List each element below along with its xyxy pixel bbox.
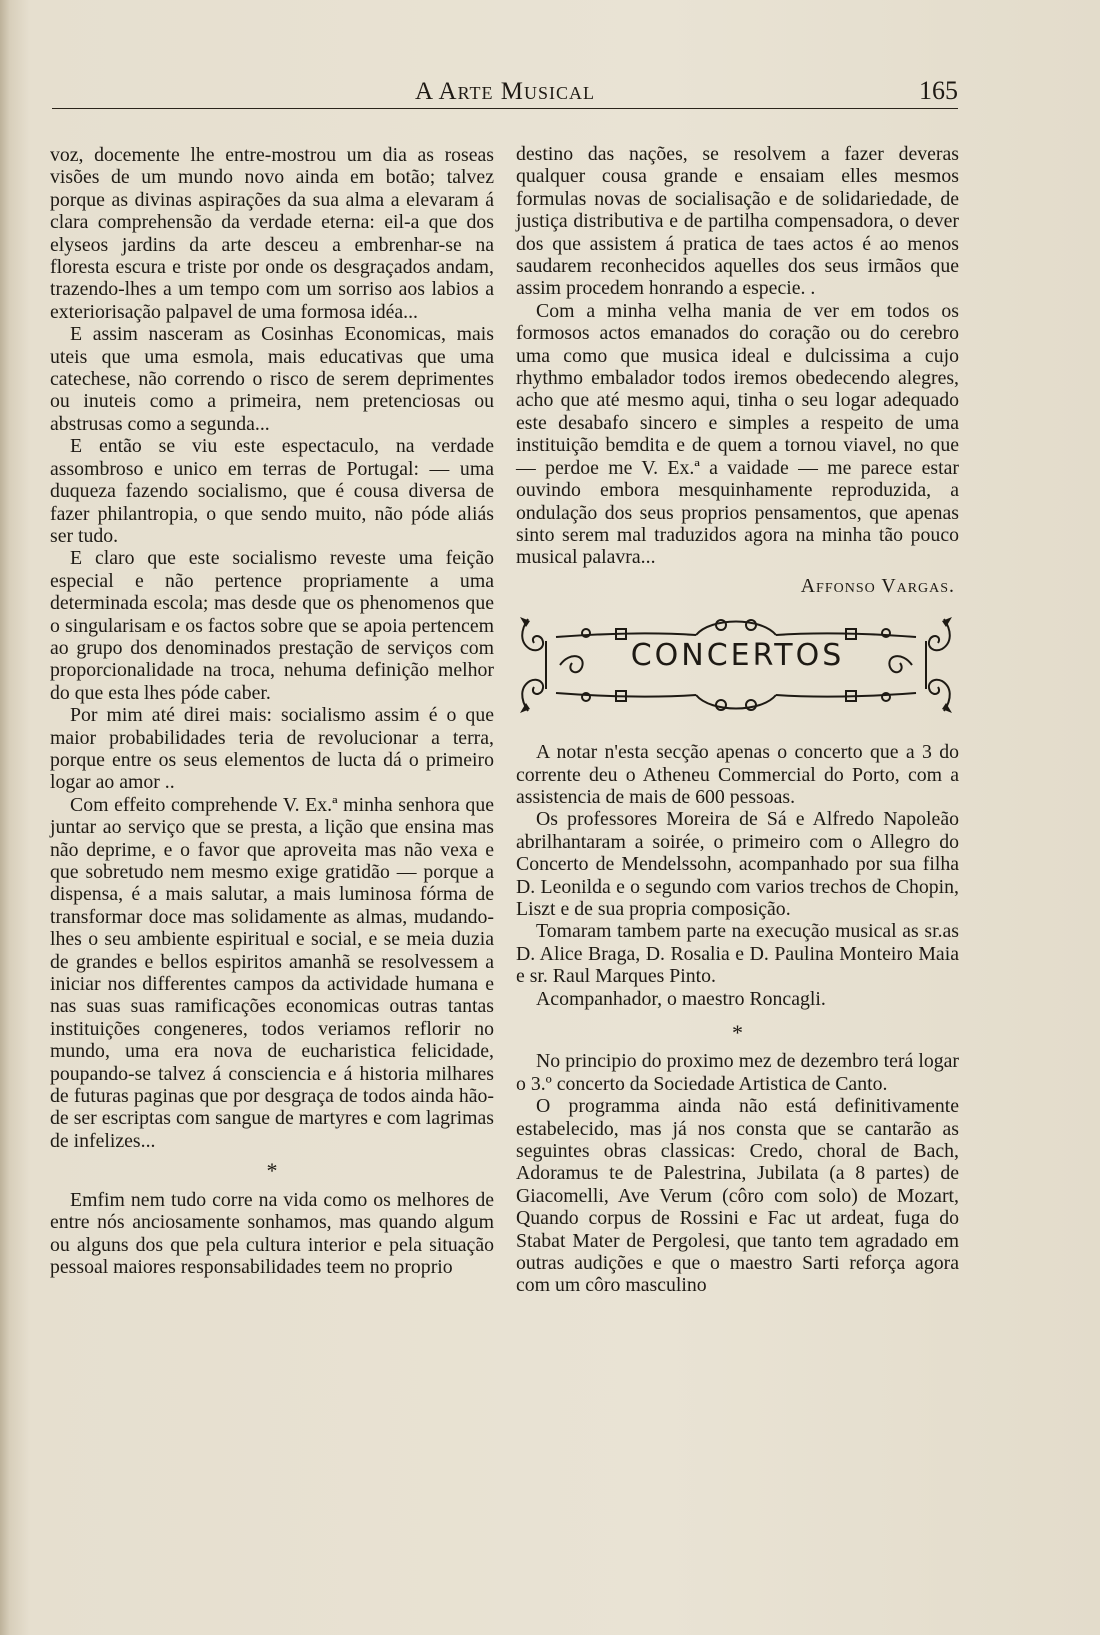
page-number: 165 bbox=[919, 76, 958, 105]
paragraph: No principio do proximo mez de dezembro terá logar o 3.º concerto da Sociedade Artistica de Canto. bbox=[516, 1050, 959, 1095]
paragraph: Acompanhador, o maestro Roncagli. bbox=[536, 987, 826, 1010]
paragraph: Com a minha velha mania de ver em todos os formosos actos emanados do coração ou do cerebro uma como que musica ideal e dulcissima a cujo rhythmo embalador todos iremos obedecendo alegres, acho que até mesmo aqui, tinha o seu logar adequado este desabafo sincero e simples a respeito de uma instituição bemdita e de quem a tornou viavel, no que — perdoe me V. Ex.ª a vaidade — me parece estar ouvindo embora mesquinhamente reproduzida, a ondulação dos seus proprios pensamentos, que apenas sinto serem mal traduzidos agora na minha tão pouco musical palavra... bbox=[516, 299, 959, 569]
paragraph: E assim nasceram as Cosinhas Economicas, mais uteis que uma esmola, mais educativas que uma catechese, não correndo o risco de serem deprimentes ou inuteis como a primeira, nem pretenciosas ou abstrusas como a segunda... bbox=[50, 323, 494, 435]
paragraph: Com effeito comprehende V. Ex.ª minha senhora que juntar ao serviço que se presta, a lição que ensina mas não deprime, e o favor que aproveita mas não vexa e que sobretudo nem mesmo exige gratidão — porque a dispensa, é a mais salutar, a mais luminosa fórma de transformar doce mas solidamente as almas, mudando-lhes o seu ambiente espiritual e social, e se meia duzia de grandes e bellos espiritos amanhã se resolvessem a iniciar nos differentes campos da actividade humana e nas suas suas ramificações economicas outras tantas instituições congeneres, todos veriamos reflorir no mundo, uma era nova de eucharistica felicidade, poupando-se talvez á consciencia e á historia milhares de futuras paginas que por desgraça de todos ainda hão-de ser escriptas com sangue de martyres e com lagrimas de infelizes... bbox=[50, 793, 494, 1152]
paragraph: O programma ainda não está definitivamente estabelecido, mas já nos consta que se cantarão as seguintes obras classicas: Credo, choral de Bach, Adoramus te de Palestrina, Jubilata (a 8 partes) de Giacomelli, Ave Verum (côro com solo) de Mozart, Quando corpus de Rossini e Fac ut ardeat, fuga do Stabat Mater de Pergolesi, que tanto tem agradado em outras audições e que o maestro Sarti reforça agora com um côro masculino bbox=[516, 1095, 959, 1297]
paragraph: voz, docemente lhe entre-mostrou um dia as roseas visões de um mundo novo ainda em botão; talvez porque as divinas aspirações da sua alma a elevaram á clara comprehensão da verdade eterna: eil-a que dos elyseos jardins da arte desceu a embrenhar-se na floresta escura e triste por onde os desgraçados andam, trazendo-lhes a um tempo com um sorriso aos labios a exteriorisação palpavel de uma formosa idéa... bbox=[50, 144, 494, 323]
page-header bbox=[52, 78, 958, 109]
paragraph: E então se viu este espectaculo, na verdade assombroso e unico em terras de Portugal: — uma duqueza fazendo socialismo, que é cousa diversa de fazer philantropia, o que sendo muito, não póde aliás ser tudo. bbox=[50, 435, 494, 547]
section-title: CONCERTOS bbox=[630, 638, 845, 674]
author-signature: Affonso Vargas. bbox=[800, 574, 955, 597]
paragraph: A notar n'esta secção apenas o concerto que a 3 do corrente deu o Atheneu Commercial do Porto, com a assistencia de mais de 600 pessoas. bbox=[516, 741, 959, 808]
paragraph: Tomaram tambem parte na execução musical as sr.as D. Alice Braga, D. Rosalia e D. Paulina Monteiro Maia e sr. Raul Marques Pinto. bbox=[516, 920, 959, 988]
paragraph: Os professores Moreira de Sá e Alfredo Napoleão abrilhantaram a soirée, o primeiro com o Allegro do Concerto de Mendelssohn, acompanhado por sua filha D. Leonilda e o segundo com varios trechos de Chopin, Liszt e de sua propria composição. bbox=[516, 808, 959, 920]
section-separator: * bbox=[266, 1158, 278, 1184]
right-column bbox=[516, 143, 959, 1297]
paragraph: Por mim até direi mais: socialismo assim é o que maior probabilidades teria de revolucionar a terra, porque entre os seus elementos de lucta dá o primeiro logar ao amor .. bbox=[50, 704, 494, 794]
paragraph: Emfim nem tudo corre na vida como os melhores de entre nós anciosamente sonhamos, mas quando algum ou alguns dos que pela cultura interior e pela situação pessoal maiores responsabilidades teem no proprio bbox=[50, 1188, 494, 1278]
section-separator: * bbox=[732, 1020, 743, 1045]
running-title: A Arte Musical bbox=[415, 78, 595, 105]
concertos-banner bbox=[516, 611, 959, 719]
left-column bbox=[50, 144, 494, 1278]
paragraph: E claro que este socialismo reveste uma feição especial e não pertence propriamente a uma determinada escola; mas desde que os phenomenos que o singularisam e os factos sobre que se apoia pertencem ao grupo dos denominados prestação de serviços com proporcionalidade na troca, nehuma definição melhor do que esta lhes póde caber. bbox=[50, 547, 494, 704]
paragraph: destino das nações, se resolvem a fazer deveras qualquer cousa grande e ensaiam elles mesmos formulas novas de socialisação e de solidariedade, de justiça distributiva e de partilha compensadora, o dever dos que assistem á pratica de taes actos é ao menos saudarem reconhecidos aquelles dos seus irmãos que assim procedem honrando a especie. . bbox=[516, 143, 959, 300]
